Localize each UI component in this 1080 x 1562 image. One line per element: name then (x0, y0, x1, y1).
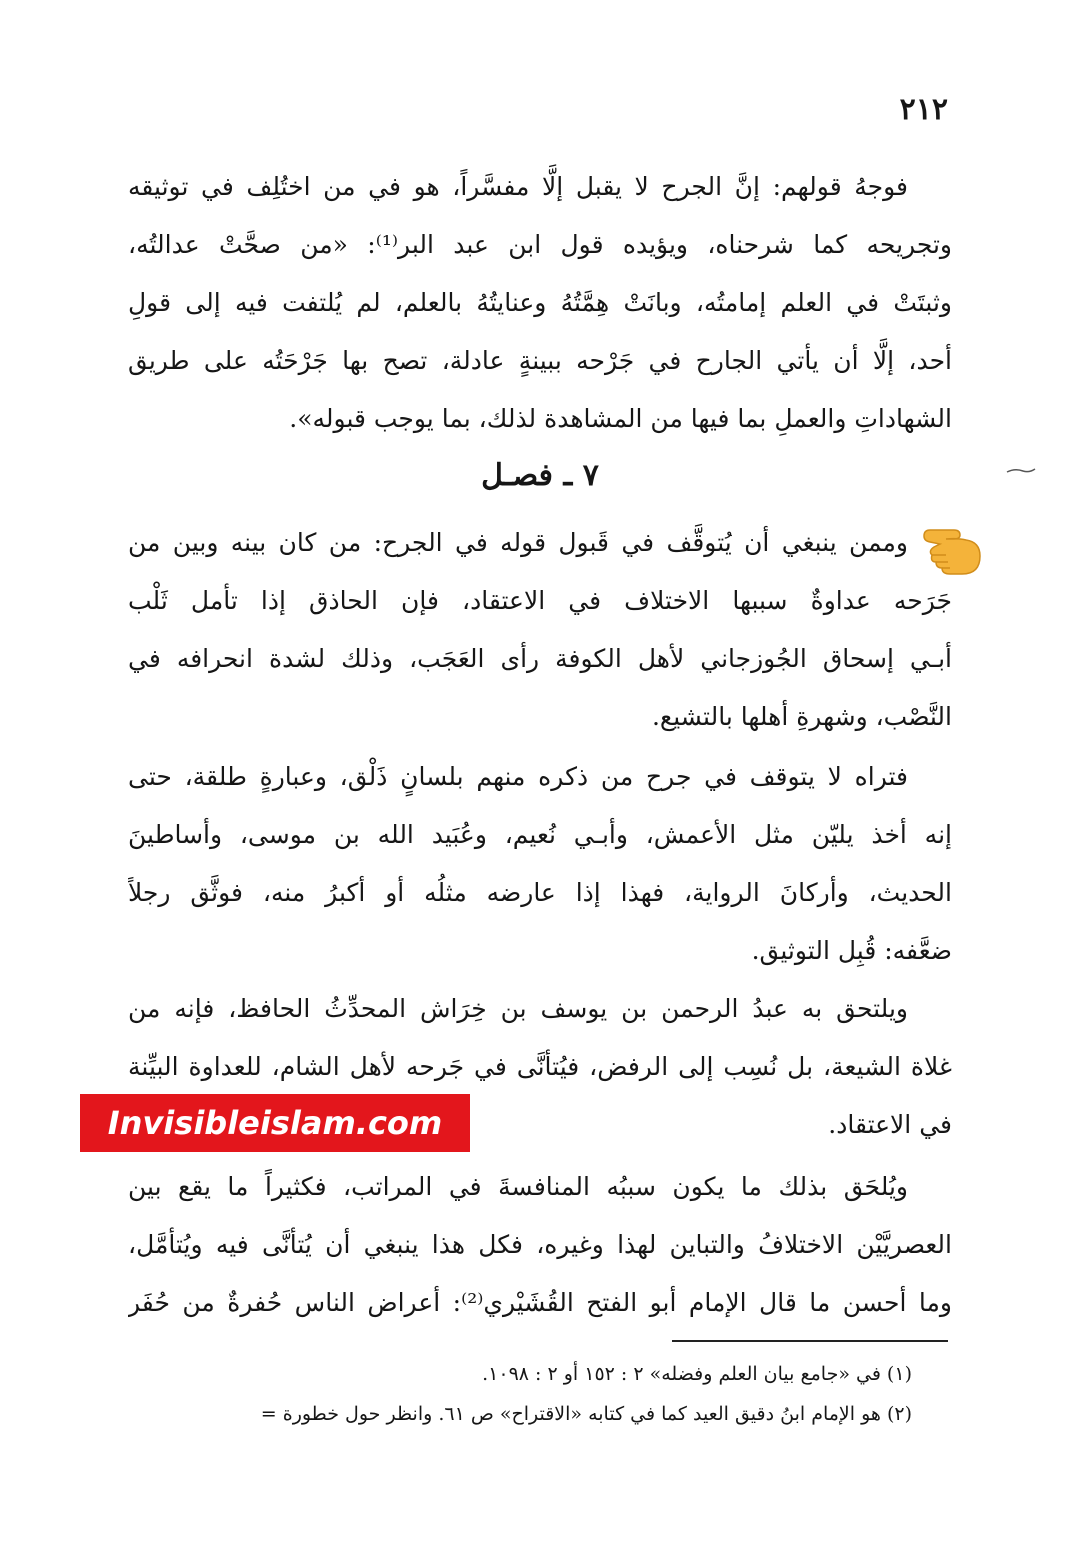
text-line: في الاعتقاد. (828, 1110, 952, 1139)
text-line: غلاة الشيعة، بل نُسِب إلى الرفض، فيُتأنَّى في جَرحه لأهل الشام، للعداوة البيِّنة (128, 1052, 952, 1081)
text-line: وممن ينبغي أن يُتوقَّف في قَبول قوله في الجرح: من كان بينه وبين من (128, 528, 908, 557)
text-line: فوجهُ قولهم: إنَّ الجرح لا يقبل إلَّا مفسَّراً، هو في من اختُلِف في توثيقه (128, 172, 908, 201)
text-line: الحديث، وأركانَ الرواية، فهذا إذا عارضه مثلُه أو أكبرُ منه، فوثَّق رجلاً (128, 878, 952, 907)
paragraph-5 (128, 1158, 952, 1332)
footnotes (112, 1354, 912, 1434)
footnote-divider (672, 1340, 948, 1342)
text-line: وثبتَتْ في العلم إمامتُه، وبانَتْ هِمَّتُهُ وعنايتُهُ بالعلم، لم يُلتفت فيه إلى قولِ (128, 288, 952, 317)
watermark-banner: Invisibleislam.com (80, 1094, 470, 1152)
text-line: فتراه لا يتوقف في جرح من ذكره منهم بلسانٍ ذَلْق، وعبارةٍ طلقة، حتى (128, 762, 908, 791)
text-line: أحد، إلَّا أن يأتي الجارح في جَرْحه ببينةٍ عادلة، تصح بها جَرْحَتُه على طريق (128, 346, 952, 375)
text-line: العصريَّيْن الاختلافُ والتباين لهذا وغيره، فكل هذا ينبغي أن يُتأنَّى فيه ويُتأمَّل، (128, 1230, 952, 1259)
footnote-2: (٢) هو الإمام ابنُ دقيق العيد كما في كتابه «الاقتراح» ص ٦١. وانظر حول خطورة = (260, 1403, 912, 1425)
text-line: ويُلحَق بذلك ما يكون سببُه المنافسةَ في المراتب، فكثيراً ما يقع بين (128, 1172, 908, 1201)
text-line: أبـي إسحاق الجُوزجاني لأهل الكوفة رأى العَجَب، وذلك لشدة انحرافه في (128, 644, 952, 673)
text-line: وما أحسن ما قال الإمام أبو الفتح القُشَيْري⁽²⁾: أعراض الناس حُفرةٌ من حُفَر (128, 1288, 952, 1317)
text-line: وتجريحه كما شرحناه، ويؤيده قول ابن عبد البر⁽¹⁾: «من صحَّتْ عدالتُه، (128, 230, 952, 259)
text-line: الشهاداتِ والعملِ بما فيها من المشاهدة لذلك، بما يوجب قبوله». (289, 404, 952, 433)
text-line: النَّصْب، وشهرةِ أهلها بالتشيع. (651, 702, 952, 731)
paragraph-1 (128, 158, 952, 448)
text-line: إنه أخذ يليّن مثل الأعمش، وأبـي نُعيم، وعُبَيد الله بن موسى، وأساطينَ (128, 820, 952, 849)
text-line: جَرَحه عداوةٌ سببها الاختلاف في الاعتقاد، فإن الحاذق إذا تأمل ثَلْب (128, 586, 952, 615)
margin-mark-icon (1005, 466, 1037, 476)
section-heading: ٧ ـ فصـل (481, 458, 599, 493)
text-line: ويلتحق به عبدُ الرحمن بن يوسف بن خِرَاش المحدِّثُ الحافظ، فإنه من (128, 994, 908, 1023)
footnote-1: (١) في «جامع بيان العلم وفضله» ٢ : ١٥٢ أو ٢ : ١٠٩٨. (482, 1363, 912, 1385)
paragraph-2 (128, 514, 952, 746)
paragraph-3 (128, 748, 952, 980)
text-line: ضعَّفه: قُبِل التوثيق. (751, 936, 952, 965)
page-number: ٢١٢ (899, 92, 948, 127)
